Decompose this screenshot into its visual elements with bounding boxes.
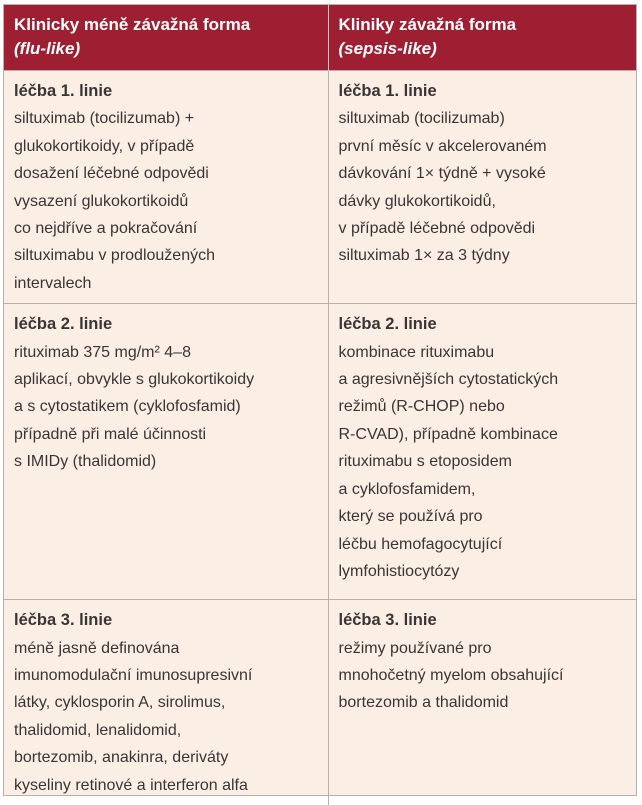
cell-line: první měsíc v akcelerovaném (338, 137, 547, 155)
cell-line: a agresivnějších cytostatických (338, 371, 559, 389)
header-subtitle: (flu-like) (14, 39, 81, 58)
cell-line: rituximabu s etoposidem (338, 453, 512, 471)
cell-line: dosažení léčebné odpovědi (14, 165, 209, 183)
cell-severe-line-1 (328, 71, 636, 304)
cell-line: aplikací, obvykle s glukokortikoidy (14, 371, 255, 389)
cell-heading: léčba 2. linie (14, 315, 113, 334)
cell-line: léčbu hemofagocytující (338, 535, 503, 553)
table-row (4, 600, 636, 805)
table-header-row (4, 5, 636, 71)
header-title: Klinicky méně závažná forma (14, 15, 251, 34)
cell-line: který se používá pro (338, 508, 483, 526)
cell-line: v případě léčebné odpovědi (338, 220, 536, 238)
cell-line: bortezomib a thalidomid (338, 694, 509, 712)
cell-line: méně jasně definována (14, 639, 180, 657)
cell-heading: léčba 3. linie (14, 611, 113, 630)
cell-line: a s cytostatikem (cyklofosfamid) (14, 398, 241, 416)
header-title: Kliniky závažná forma (338, 15, 517, 34)
cell-line: případně při malé účinnosti (14, 425, 207, 443)
cell-line: a cyklofosfamidem, (338, 480, 476, 498)
cell-line: lymfohistiocytózy (338, 562, 460, 580)
cell-line: dávky glukokortikoidů, (338, 192, 496, 210)
cell-line: mnohočetný myelom obsahující (338, 667, 564, 685)
cell-mild-line-1 (4, 71, 328, 304)
cell-line: režimy používané pro (338, 639, 492, 657)
cell-severe-line-3 (328, 600, 636, 805)
cell-line: bortezomib, anakinra, deriváty (14, 749, 229, 767)
table-row (4, 71, 636, 304)
cell-line: imunomodulační imunosupresivní (14, 667, 253, 685)
cell-mild-line-3 (4, 600, 328, 805)
table-row (4, 304, 636, 600)
cell-mild-line-2 (4, 304, 328, 600)
header-mild-form (4, 5, 328, 71)
cell-line: intervalech (14, 274, 92, 292)
cell-line: kombinace rituximabu (338, 343, 495, 361)
cell-line: co nejdříve a pokračování (14, 220, 198, 238)
cell-line: siltuximab (tocilizumab) + (14, 110, 195, 128)
cell-heading: léčba 1. linie (338, 82, 437, 100)
cell-line: siltuximab 1× za 3 týdny (338, 247, 510, 265)
cell-line: rituximab 375 mg/m² 4–8 (14, 343, 191, 361)
cell-severe-line-2 (328, 304, 636, 600)
cell-line: thalidomid, lenalidomid, (14, 721, 182, 739)
cell-line: vysazení glukokortikoidů (14, 192, 189, 210)
cell-line: siltuximab (tocilizumab) (338, 110, 505, 128)
cell-line: R-CVAD), případně kombinace (338, 425, 558, 443)
treatment-table (4, 5, 636, 805)
cell-line: s IMIDy (thalidomid) (14, 453, 157, 471)
cell-heading: léčba 1. linie (14, 82, 113, 100)
treatment-table-frame (3, 4, 637, 796)
cell-heading: léčba 2. linie (338, 315, 437, 334)
header-severe-form (328, 5, 636, 71)
cell-line: dávkování 1× týdně + vysoké (338, 165, 546, 183)
cell-line: látky, cyklosporin A, sirolimus, (14, 694, 226, 712)
cell-line: glukokortikoidy, v případě (14, 137, 195, 155)
cell-line: siltuximabu v prodloužených (14, 247, 215, 265)
cell-line: režimů (R-CHOP) nebo (338, 398, 505, 416)
header-subtitle: (sepsis-like) (338, 39, 437, 58)
cell-heading: léčba 3. linie (338, 611, 437, 630)
cell-line: kyseliny retinové a interferon alfa (14, 776, 248, 794)
